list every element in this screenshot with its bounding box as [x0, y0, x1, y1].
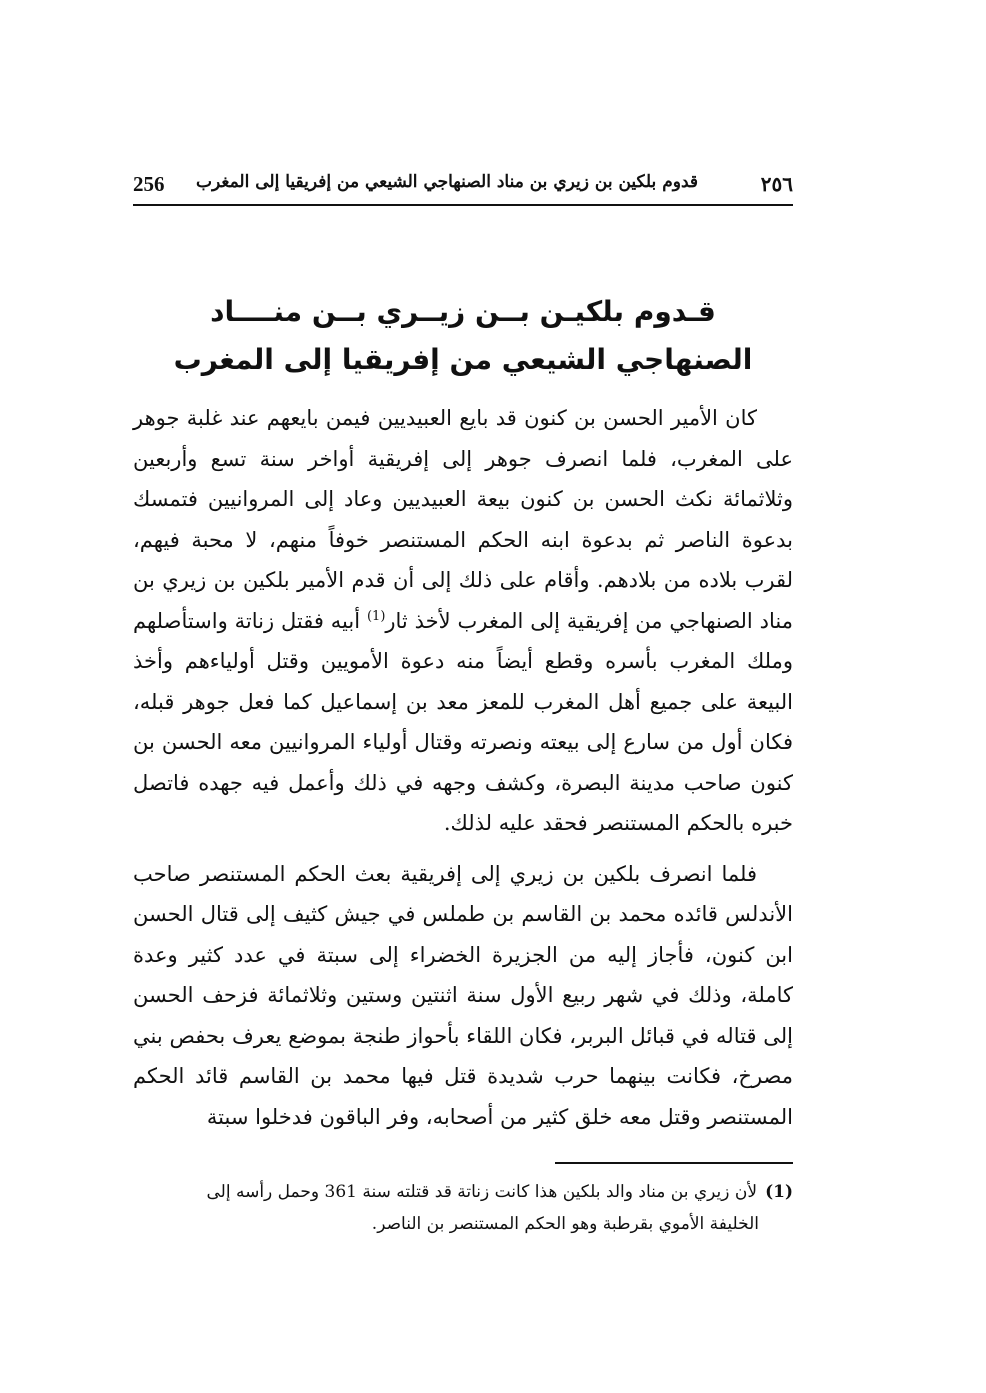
running-header: [133, 170, 793, 206]
page-number-latin: 256: [133, 172, 165, 196]
chapter-title-line-2: الصنهاجي الشيعي من إفريقيا إلى المغرب: [173, 343, 753, 376]
footnote-line-1: لأن زيري بن مناد والد بلكين هذا كانت زناتة قد قتلته سنة 361 وحمل رأسه إلى: [206, 1182, 758, 1202]
footnote-divider: [555, 1162, 793, 1164]
footnote-marker: (1): [765, 1182, 793, 1202]
paragraph-1: [133, 398, 793, 844]
body-text: [133, 398, 793, 1137]
footnote: [133, 1176, 793, 1240]
running-title: قدوم بلكين بن زيري بن مناد الصنهاجي الشيعي من إفريقيا إلى المغرب: [195, 172, 698, 192]
footnote-line-2: الخليفة الأموي بقرطبة وهو الحكم المستنصر بن الناصر.: [371, 1214, 759, 1234]
chapter-title-line-1: قـدوم بلكيـن بــن زيــري بــن منــــاد: [210, 295, 716, 328]
chapter-title: [133, 288, 793, 384]
paragraph-1-part-1: كان الأمير الحسن بن كنون قد بايع العبيديين فيمن بايعهم عند غلبة جوهر على المغرب، فلما انصرف جوهر إلى إفريقية أواخر سنة تسع وأربعين وثلاثمائة نكث الحسن بن كنون بيعة العبيديين وعاد إلى المروانيين فتمسك بدعوة الناصر ثم بدعوة ابنه الحكم المستنصر خوفاً منهم، لا محبة فيهم، لقرب بلاده من بلادهم. وأقام على ذلك إلى أن قدم الأمير بلكين بن زيري بن مناد الصنهاجي من إفريقية إلى المغرب لأخذ ثار: [133, 406, 793, 633]
footnote-reference[interactable]: (1): [366, 608, 386, 624]
paragraph-1-part-2: أبيه فقتل زناتة واستأصلهم وملك المغرب بأسره وقطع أيضاً منه دعوة الأمويين وقتل أولياءهم وأخذ البيعة على جميع أهل المغرب للمعز معد بن إسماعيل كما فعل جوهر قبله، فكان أول من سارع إلى بيعته ونصرته وقتال أولياء المروانيين معه الحسن بن كنون صاحب مدينة البصرة، وكشف وجهه في ذلك وأعمل فيه جهده فاتصل خبره بالحكم المستنصر فحقد عليه لذلك.: [133, 608, 793, 835]
paragraph-2: فلما انصرف بلكين بن زيري إلى إفريقية بعث الحكم المستنصر صاحب الأندلس قائده محمد بن القاسم بن طملس في جيش كثيف إلى قتال الحسن ابن كنون، فأجاز إليه من الجزيرة الخضراء إلى سبتة في عدد كثير وعدة كاملة، وذلك في شهر ربيع الأول سنة اثنتين وستين وثلاثمائة فزحف الحسن إلى قتاله في قبائل البربر، فكان اللقاء بأحواز طنجة بموضع يعرف بحفص بني مصرخ، فكانت بينهما حرب شديدة قتل فيها محمد بن القاسم قائد الحكم المستنصر وقتل معه خلق كثير من أصحابه، وفر الباقون فدخلوا سبتة: [133, 861, 793, 1129]
page-number-arabic: ٢٥٦: [760, 172, 793, 196]
